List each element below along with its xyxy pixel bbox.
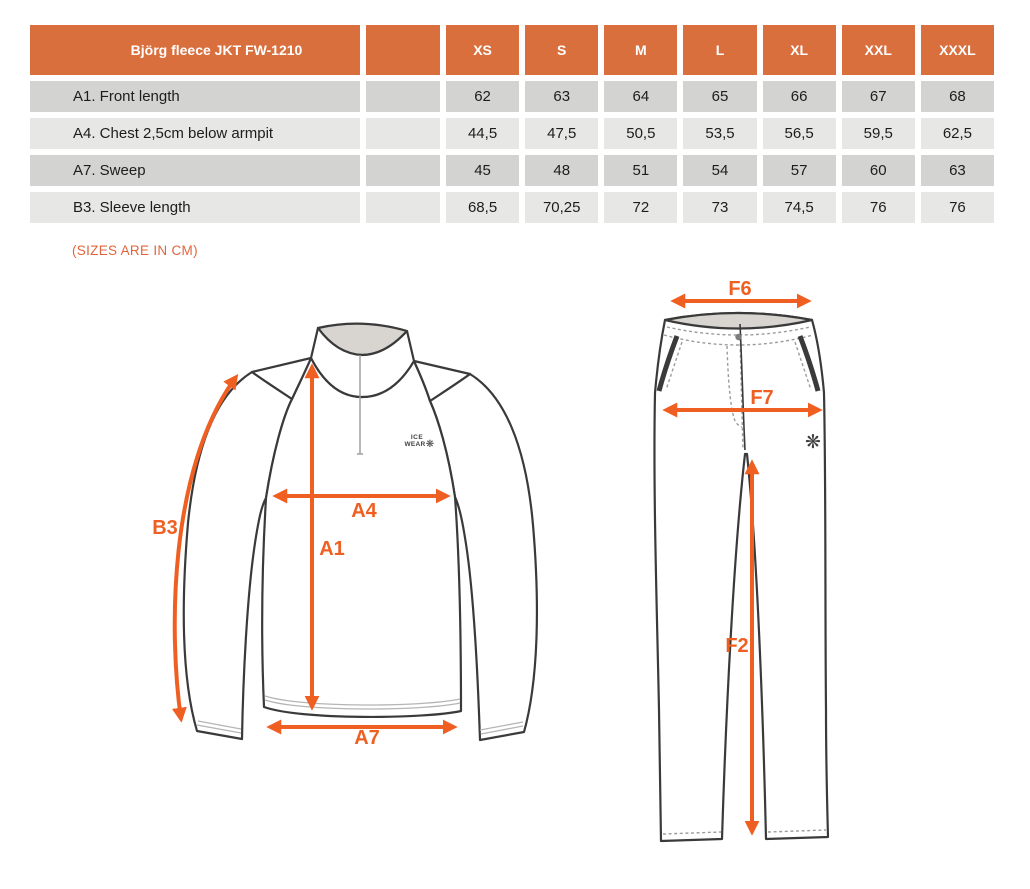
label-a4: A4 <box>351 500 377 522</box>
size-header-xxxl: XXXL <box>921 25 994 75</box>
size-header-s: S <box>525 25 598 75</box>
size-header-l: L <box>683 25 756 75</box>
label-f2: F2 <box>725 635 749 657</box>
logo-text-wear: WEAR <box>404 441 426 448</box>
value-cell: 68,5 <box>446 192 519 223</box>
value-cell: 54 <box>683 155 756 186</box>
measure-label: A1. Front length <box>30 81 360 112</box>
empty-cell <box>366 81 440 112</box>
value-cell: 66 <box>763 81 836 112</box>
label-a7: A7 <box>354 727 380 749</box>
value-cell: 63 <box>921 155 994 186</box>
label-b3: B3 <box>152 517 178 539</box>
jacket-body <box>262 358 461 717</box>
value-cell: 72 <box>604 192 677 223</box>
size-header-xxl: XXL <box>842 25 915 75</box>
value-cell: 59,5 <box>842 118 915 149</box>
value-cell: 63 <box>525 81 598 112</box>
jacket-diagram <box>140 295 560 815</box>
value-cell: 50,5 <box>604 118 677 149</box>
label-f6: F6 <box>728 280 752 300</box>
value-cell: 73 <box>683 192 756 223</box>
table-row-front-length <box>30 81 994 112</box>
table-row-sweep <box>30 155 994 186</box>
value-cell: 48 <box>525 155 598 186</box>
size-header-xl: XL <box>763 25 836 75</box>
measure-label: B3. Sleeve length <box>30 192 360 223</box>
empty-header-cell <box>366 25 440 75</box>
value-cell: 47,5 <box>525 118 598 149</box>
value-cell: 76 <box>842 192 915 223</box>
value-cell: 67 <box>842 81 915 112</box>
measure-label: A4. Chest 2,5cm below armpit <box>30 118 360 149</box>
value-cell: 53,5 <box>683 118 756 149</box>
table-row-sleeve-length <box>30 192 994 223</box>
value-cell: 68 <box>921 81 994 112</box>
table-row-chest <box>30 118 994 149</box>
snowflake-icon: ❋ <box>805 432 821 453</box>
snowflake-icon: ❋ <box>425 439 435 450</box>
size-header-m: M <box>604 25 677 75</box>
waist-button <box>735 334 741 340</box>
value-cell: 51 <box>604 155 677 186</box>
label-a1: A1 <box>319 538 345 560</box>
value-cell: 76 <box>921 192 994 223</box>
empty-cell <box>366 155 440 186</box>
value-cell: 70,25 <box>525 192 598 223</box>
table-header-row <box>30 25 994 75</box>
value-cell: 62,5 <box>921 118 994 149</box>
empty-cell <box>366 192 440 223</box>
value-cell: 60 <box>842 155 915 186</box>
value-cell: 57 <box>763 155 836 186</box>
logo-text-ice: ICE <box>410 434 424 441</box>
value-cell: 56,5 <box>763 118 836 149</box>
empty-cell <box>366 118 440 149</box>
size-chart-table <box>24 19 1000 229</box>
pants-diagram <box>630 280 890 860</box>
value-cell: 74,5 <box>763 192 836 223</box>
value-cell: 64 <box>604 81 677 112</box>
size-header-xs: XS <box>446 25 519 75</box>
value-cell: 62 <box>446 81 519 112</box>
value-cell: 45 <box>446 155 519 186</box>
value-cell: 65 <box>683 81 756 112</box>
label-f7: F7 <box>750 387 774 409</box>
measure-label: A7. Sweep <box>30 155 360 186</box>
product-title: Björg fleece JKT FW-1210 <box>30 25 360 75</box>
value-cell: 44,5 <box>446 118 519 149</box>
pants-outline <box>654 313 828 841</box>
sizes-unit-note: (SIZES ARE IN CM) <box>72 243 198 258</box>
